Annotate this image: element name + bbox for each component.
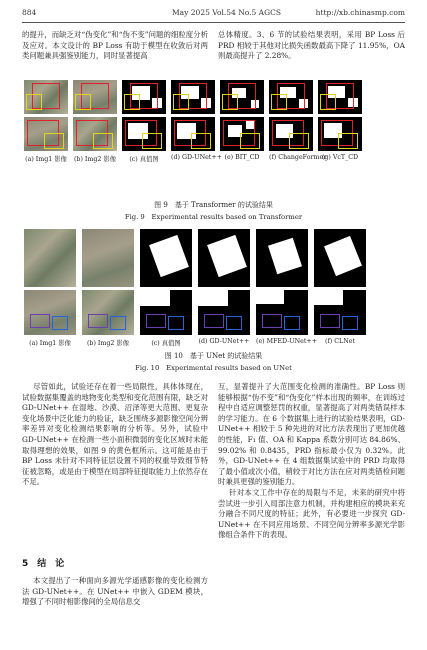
fig9-caption-cn: 图 9 基于 Transformer 的试验结果 [154,201,273,209]
left-column [22,382,208,488]
fig9-d-top [171,80,215,114]
figure-10 [24,229,372,347]
fig9-img1-top [24,80,68,114]
fig9-d-bottom [171,117,215,151]
fig10-caption-cn: 图 10 基于 UNet 的试验结果 [164,352,263,360]
header-rule [22,22,405,23]
fig10-panel-f [314,229,366,347]
subfig-label: (d) GD-UNet++ [171,154,222,161]
fig9-e-top [220,80,264,114]
subfig-label: (f) CLNet [324,338,355,345]
left-column-conclusion [22,576,208,608]
right-column [218,382,405,541]
subfig-label: (b) Img2 影像 [73,156,117,163]
fig10-panel-e [256,229,317,347]
fig9-panel-b [73,80,117,163]
subfig-label: (a) Img1 影像 [29,340,71,347]
fig9-f-top [269,80,313,114]
fig10-panel-c [140,229,192,347]
fig9-panel-e [220,80,264,163]
fig10-e-bottom [256,290,308,335]
subfig-label: (f) ChangeFormer [269,154,327,161]
subfig-label: (a) Img1 影像 [25,156,67,163]
fig10-img2-top [82,229,134,287]
fig9-g-top [318,80,362,114]
paragraph: 本文提出了一种面向多源光学遥感影像的变化检测方法 GD-UNet++。在 UNet++ 中嵌入 GDEM 模块，增强了不同时相影像间的全局信息交 [22,576,208,607]
subfig-label: (g) VcT_CD [321,154,359,161]
fig10-gt-bottom [140,290,192,335]
subfig-label: (e) BIT_CD [224,154,260,161]
fig10-panel-b [82,229,134,347]
journal-url[interactable]: http://xb.chinasmp.com [315,8,405,17]
subfig-label: (c) 真值图 [151,340,181,347]
fig10-d-bottom [198,290,250,335]
fig9-g-bottom [318,117,362,151]
fig9-gt-bottom [122,117,166,151]
fig9-img1-bottom [24,117,68,151]
subfig-label: (d) GD-UNet++ [198,338,250,345]
subfig-label: (b) Img2 影像 [86,340,130,347]
fig10-img2-bottom [82,290,134,335]
fig9-caption-en: Fig. 9 Experimental results based on Transformer [124,213,303,221]
fig9-panel-f [269,80,327,163]
fig10-f-bottom [314,290,366,335]
fig9-gt-top [122,80,166,114]
subfig-label: (e) MFED-UNet++ [256,338,317,345]
fig9-img2-bottom [73,117,117,151]
paragraph: 总体精度。3、6 节的试验结果表明，采用 BP Loss 后 PRD 相较于其他对比损失函数最高下降了 11.95%，OA 则最高提升了 2.28%。 [218,30,405,61]
paragraph: 尽管如此，试验还存在着一些局限性，具体体现在，试验数据集覆盖的地物变化类型和变化范围有限，缺乏对 GD-UNet++ 在湿地、沙漠、沼泽等更大范围、更复杂变化场景中泛化能力的验证，缺乏围绕多源影像空间分辨率差异对变化检测结果影响的分析等。另外，试验中 GD-UNet++ 在检测一些小面积微弱的变化区域时未能取得理想的效果，如图 9 的黄色框所示。这可能是由于 BP Loss 未针对不同特征层设置不同的权重导致细节特征被忽略，或是由于模型在局部特征提取能力上依然存在不足。 [22,382,208,487]
fig9-panel-a [24,80,68,163]
running-header [22,8,405,20]
fig10-panel-a [24,229,76,347]
paragraph: 针对本文工作中存在的局限与不足，未来的研究中将尝试进一步引入局部注意力机制，并构建相应的模块来充分融合不同尺度的特征；此外，有必要进一步探究 GD-UNet++ 在不同应用场景、不同空间分辨率多源光学影像组合条件下的表现。 [218,487,405,540]
fig9-e-bottom [220,117,264,151]
top-left-text [22,30,208,62]
fig10-img1-top [24,229,76,287]
journal-info: May 2025 Vol.54 No.5 AGCS [172,8,281,17]
fig9-f-bottom [269,117,313,151]
fig9-img2-top [73,80,117,114]
fig10-panel-d [198,229,250,347]
fig9-panel-c [122,80,166,163]
paragraph: 互，显著提升了大范围变化检测的准确性。BP Loss 则能够根据“伪不变”和“伪变化”样本出现的频率，在训练过程中自适应调整惩罚的权重，显著提高了对两类错误样本的学习能力。在 6 个数据集上进行的试验结果表明，GD-UNet++ 相较于 5 种先进的对比方法表现出了更加优越的性能，F₁ 值、OA 和 Kappa 系数分别可达 84.86%、99.02% 和 0.8435，PRD 指标最小仅为 0.32%。此外，GD-UNet++ 在 4 组数据集试验中的 PRD 均取得了最小值或次小值，稍较于对比方法在应对两类错检问题时兼具更强的鉴别能力。 [218,382,405,487]
section-heading: 5 结 论 [22,559,65,569]
fig10-d-top [198,229,250,287]
fig9-panel-g [318,80,362,163]
top-right-text [218,30,405,62]
subfig-label: (c) 真值图 [129,156,159,163]
paragraph: 的提升，而缺乏对“伪变化”和“伪不变”问题的细粒度分析及应对。本文设计的 BP Loss 有助于模型在收敛后对两类问题兼具强鉴别能力，同时显著提高 [22,30,208,61]
fig10-img1-bottom [24,290,76,335]
figure-9 [24,80,367,163]
fig9-panel-d [171,80,222,163]
fig10-gt-top [140,229,192,287]
fig10-caption-en: Fig. 10 Experimental results based on UNet [135,364,292,372]
fig10-f-top [314,229,366,287]
page-number: 884 [22,8,37,17]
fig10-e-top [256,229,308,287]
